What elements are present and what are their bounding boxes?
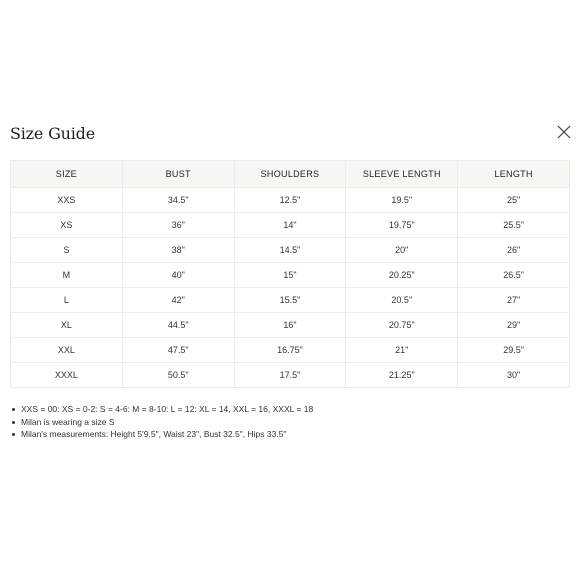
table-cell: 36" bbox=[122, 213, 234, 238]
table-cell: 25.5" bbox=[458, 213, 570, 238]
column-header: LENGTH bbox=[458, 161, 570, 188]
table-cell: 34.5" bbox=[122, 188, 234, 213]
table-cell: 20.25" bbox=[346, 263, 458, 288]
column-header: SIZE bbox=[11, 161, 123, 188]
close-button[interactable] bbox=[557, 125, 571, 139]
table-cell: XXL bbox=[11, 338, 123, 363]
table-cell: 50.5" bbox=[122, 363, 234, 388]
size-table bbox=[10, 160, 570, 388]
table-cell: 25" bbox=[458, 188, 570, 213]
table-header-row bbox=[11, 161, 570, 188]
table-row bbox=[11, 238, 570, 263]
column-header: BUST bbox=[122, 161, 234, 188]
table-cell: XS bbox=[11, 213, 123, 238]
table-cell: 14.5" bbox=[234, 238, 346, 263]
table-row bbox=[11, 338, 570, 363]
column-header: SLEEVE LENGTH bbox=[346, 161, 458, 188]
table-cell: 19.5" bbox=[346, 188, 458, 213]
table-cell: 27" bbox=[458, 288, 570, 313]
table-cell: 30" bbox=[458, 363, 570, 388]
table-cell: XXS bbox=[11, 188, 123, 213]
table-cell: M bbox=[11, 263, 123, 288]
table-cell: 29" bbox=[458, 313, 570, 338]
table-cell: 20" bbox=[346, 238, 458, 263]
table-row bbox=[11, 213, 570, 238]
close-icon bbox=[557, 125, 571, 139]
table-cell: 16.75" bbox=[234, 338, 346, 363]
list-item: Milan's measurements: Height 5'9.5", Waist 23", Bust 32.5", Hips 33.5" bbox=[21, 428, 313, 441]
table-cell: 38" bbox=[122, 238, 234, 263]
table-cell: 17.5" bbox=[234, 363, 346, 388]
table-cell: 20.5" bbox=[346, 288, 458, 313]
table-cell: 16" bbox=[234, 313, 346, 338]
table-cell: 29.5" bbox=[458, 338, 570, 363]
size-notes-list bbox=[10, 403, 313, 441]
table-row bbox=[11, 188, 570, 213]
table-cell: 40" bbox=[122, 263, 234, 288]
table-cell: L bbox=[11, 288, 123, 313]
table-cell: 19.75" bbox=[346, 213, 458, 238]
table-row bbox=[11, 363, 570, 388]
table-cell: 26" bbox=[458, 238, 570, 263]
table-cell: 47.5" bbox=[122, 338, 234, 363]
table-cell: 14" bbox=[234, 213, 346, 238]
table-cell: 44.5" bbox=[122, 313, 234, 338]
table-cell: 15" bbox=[234, 263, 346, 288]
table-cell: 12.5" bbox=[234, 188, 346, 213]
table-row bbox=[11, 313, 570, 338]
table-cell: XL bbox=[11, 313, 123, 338]
table-cell: 15.5" bbox=[234, 288, 346, 313]
table-cell: 20.75" bbox=[346, 313, 458, 338]
table-cell: XXXL bbox=[11, 363, 123, 388]
column-header: SHOULDERS bbox=[234, 161, 346, 188]
modal-title: Size Guide bbox=[10, 124, 95, 143]
table-row bbox=[11, 288, 570, 313]
table-cell: S bbox=[11, 238, 123, 263]
table-cell: 21" bbox=[346, 338, 458, 363]
table-cell: 42" bbox=[122, 288, 234, 313]
list-item: Milan is wearing a size S bbox=[21, 416, 313, 429]
table-cell: 26.5" bbox=[458, 263, 570, 288]
table-cell: 21.25" bbox=[346, 363, 458, 388]
list-item: XXS = 00: XS = 0-2: S = 4-6: M = 8-10: L = 12: XL = 14, XXL = 16, XXXL = 18 bbox=[21, 404, 314, 414]
table-row bbox=[11, 263, 570, 288]
